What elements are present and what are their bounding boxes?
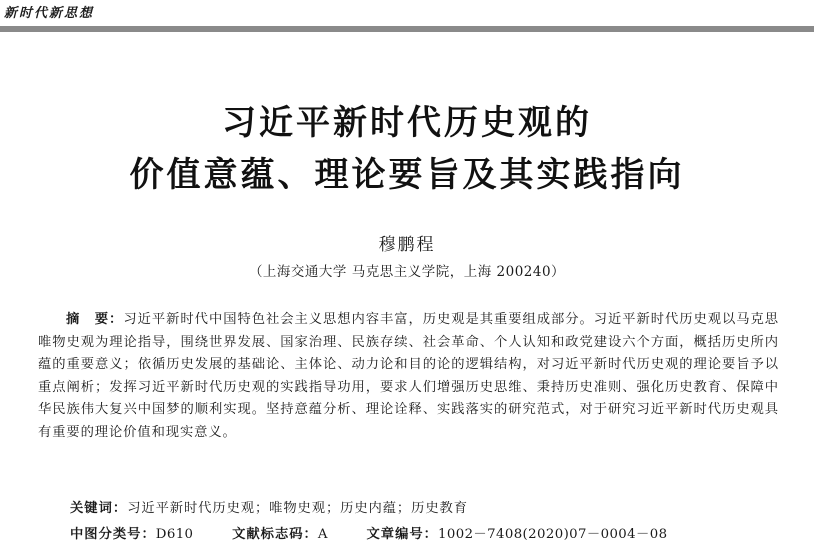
keywords	[70, 497, 468, 516]
author-name: 穆鹏程	[378, 235, 436, 255]
document-code-label: 文献标志码：	[232, 527, 318, 542]
keywords-label: 关键词：	[70, 501, 128, 516]
article-title-line-1: 习近平新时代历史观的	[222, 103, 592, 143]
author-affiliation: （上海交通大学 马克思主义学院，上海 200240）	[248, 264, 566, 280]
abstract-label: 摘 要：	[66, 312, 124, 327]
keywords-text: 习近平新时代历史观；唯物史观；历史内蕴；历史教育	[127, 501, 468, 516]
article-number-value: 1002－7408(2020)07－0004－08	[437, 527, 668, 542]
clc-value: D610	[155, 527, 194, 542]
abstract-text: 习近平新时代中国特色社会主义思想内容丰富，历史观是其重要组成部分。习近平新时代历史观以马克思唯物史观为理论指导，围绕世界发展、国家治理、民族存续、社会革命、个人认知和政党建设六个方面，概括历史所内蕴的重要意义；依循历史发展的基础论、主体论、动力论和目的论的逻辑结构，对习近平新时代历史观的理论要旨予以重点阐析；发挥习近平新时代历史观的实践指导功用，要求人们增强历史思维、秉持历史准则、强化历史教育、保障中华民族伟大复兴中国梦的顺利实现。坚持意蕴分析、理论诠释、实践落实的研究范式，对于研究习近平新时代历史观具有重要的理论价值和现实意义。	[38, 312, 780, 440]
article-title-line-2: 价值意蕴、理论要旨及其实践指向	[129, 155, 685, 195]
header-rule	[0, 26, 814, 32]
abstract	[38, 309, 779, 445]
document-code-value: A	[317, 527, 328, 542]
article-number	[367, 527, 668, 542]
clc-code	[70, 527, 193, 542]
classification-codes	[70, 523, 667, 542]
document-code	[232, 527, 328, 542]
running-head: 新时代新思想	[4, 6, 95, 21]
clc-label: 中图分类号：	[70, 527, 156, 542]
article-number-label: 文章编号：	[366, 527, 438, 542]
